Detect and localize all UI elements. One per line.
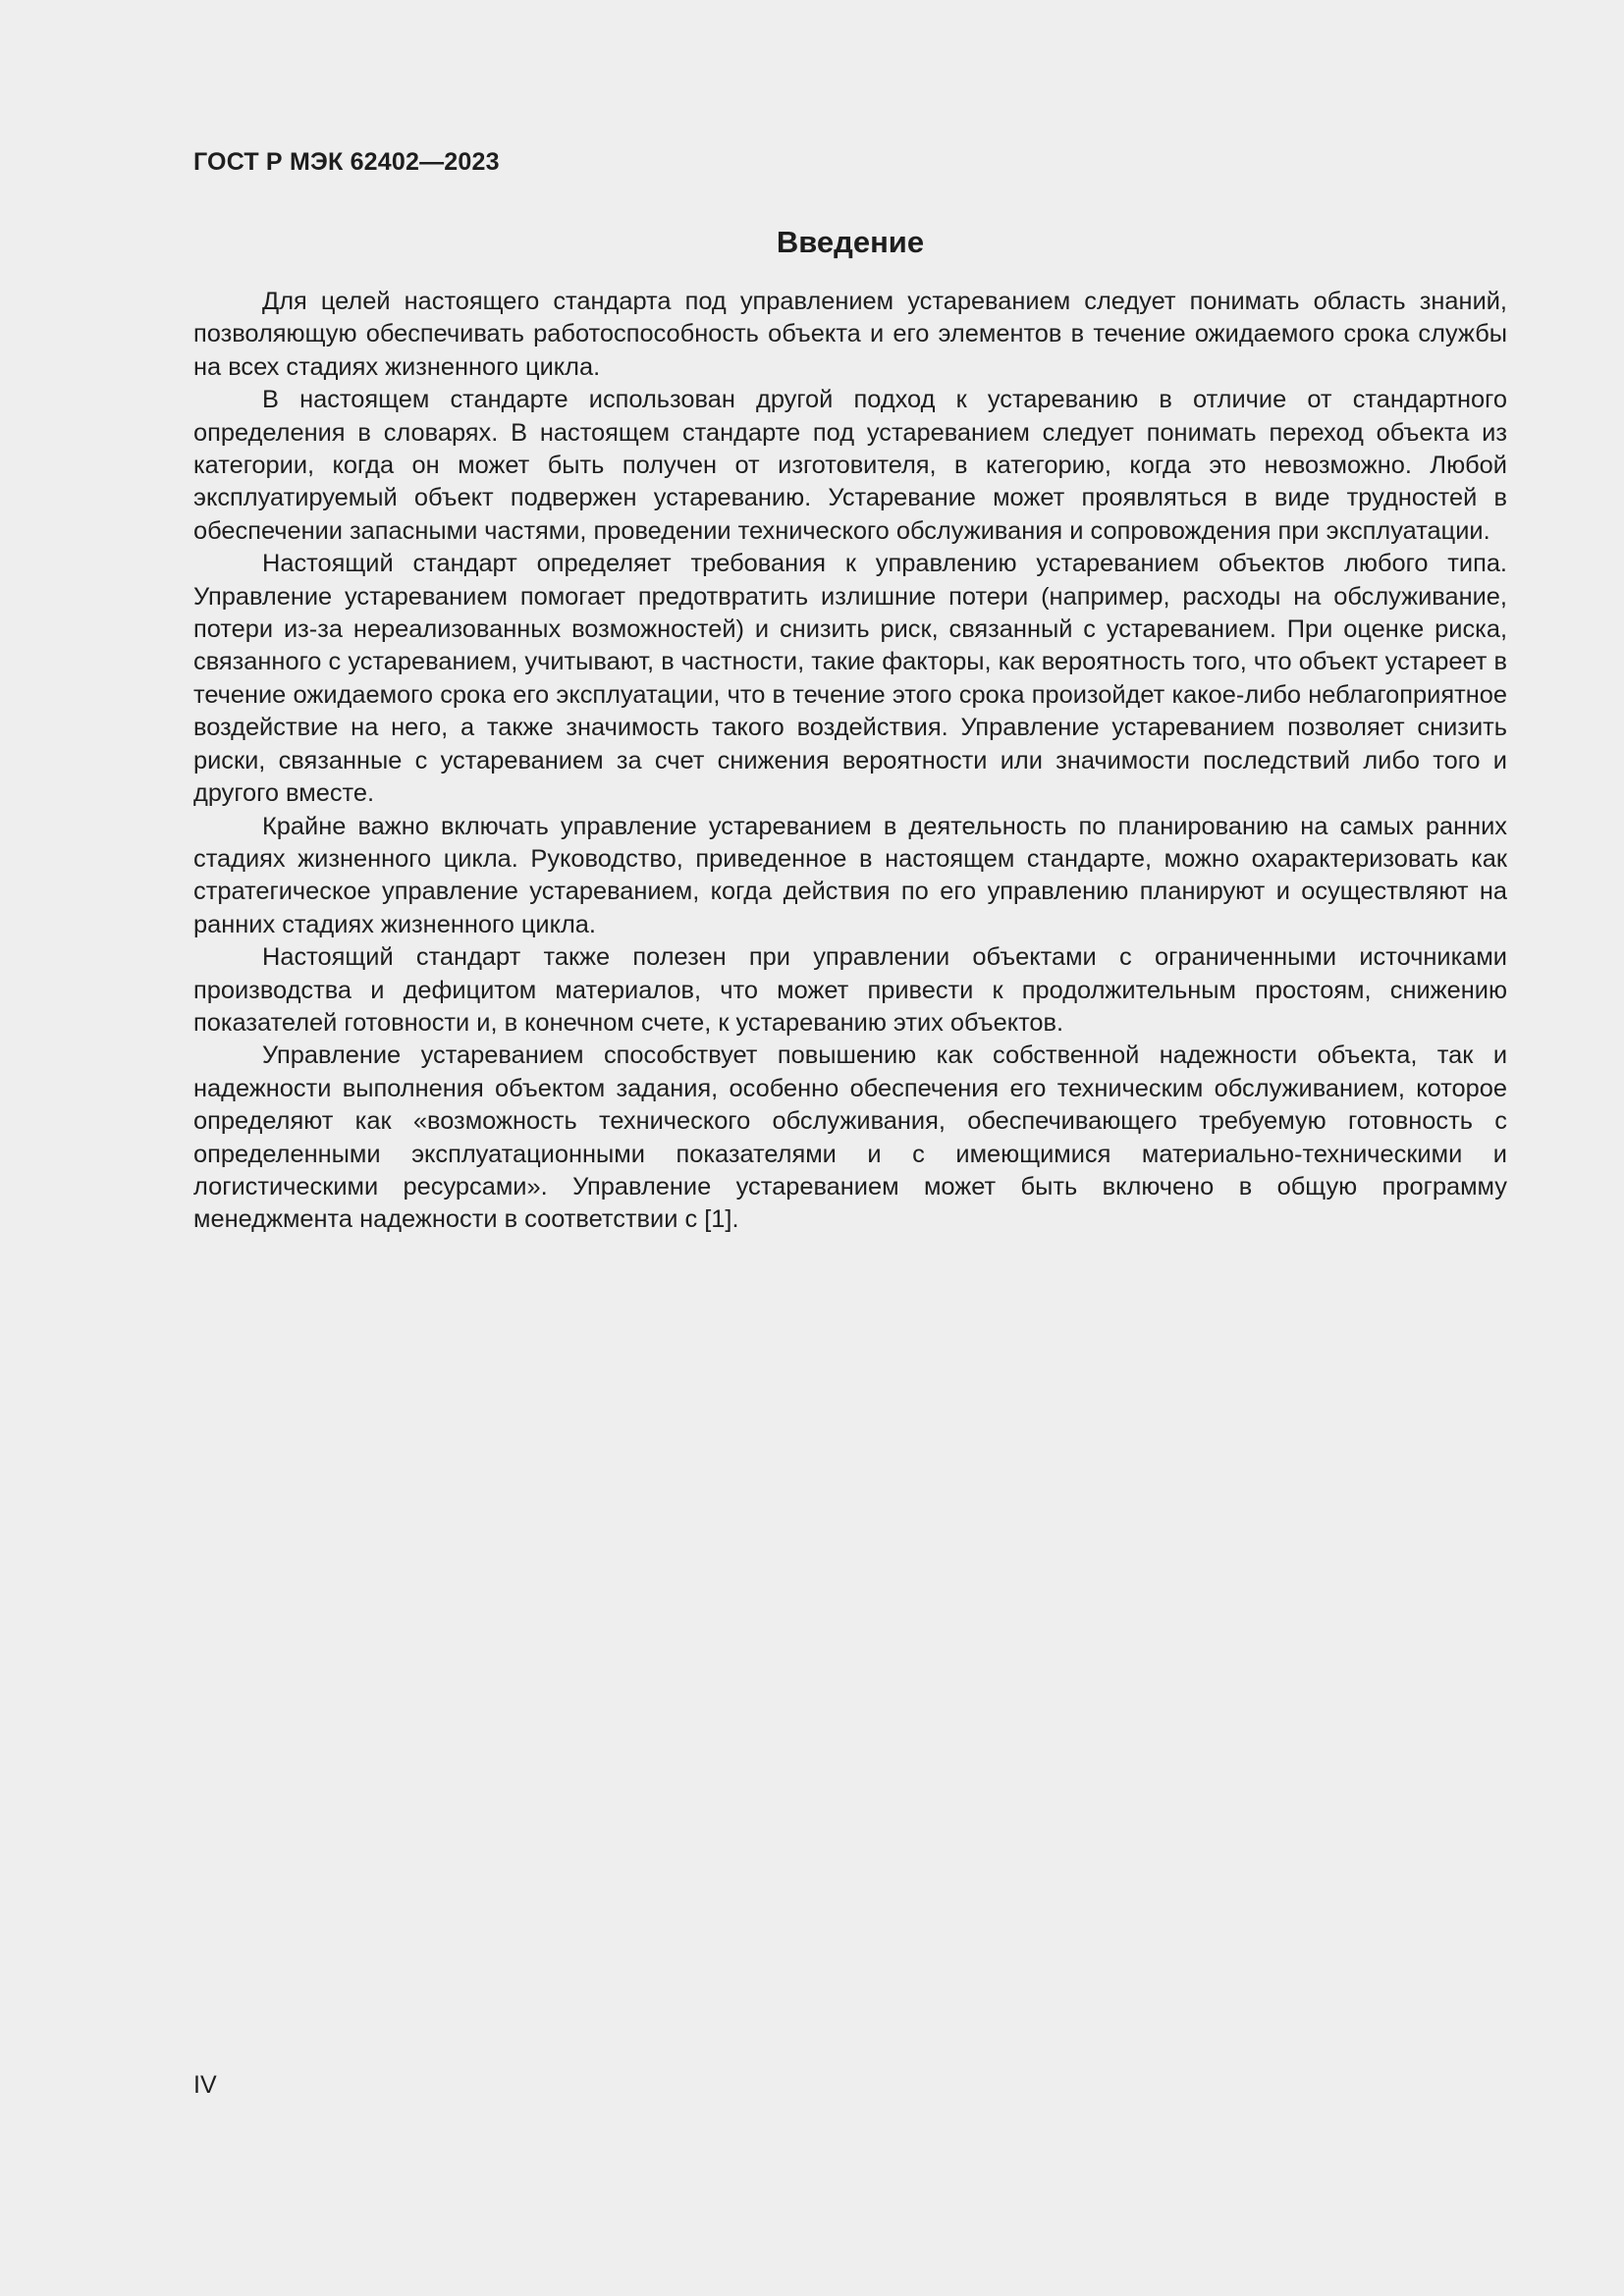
- section-title: Введение: [776, 225, 925, 259]
- paragraph: Настоящий стандарт определяет требования к управлению устареванием объектов любого типа. Управление устареванием помогает предотвратить излишние потери (например, расходы на обслуживание, потери из-за нереализованных возможностей) и снизить риск, связанный с устареванием. При оценке риска, связанного с устареванием, учитывают, в частности, такие факторы, как вероятность того, что объект устареет в течение ожидаемого срока его эксплуатации, что в течение этого срока произойдет какое-либо неблагоприятное воздействие на него, а также значимость такого воздействия. Управление устареванием позволяет снизить риски, связанные с устареванием за счет снижения вероятности или значимости последствий либо того и другого вместе.: [193, 550, 1507, 808]
- paragraph: Настоящий стандарт также полезен при управлении объектами с ограниченными источниками производства и дефицитом материалов, что может привести к продолжительным простоям, снижению показателей готовности и, в конечном счете, к устареванию этих объектов.: [193, 943, 1507, 1037]
- paragraph: Крайне важно включать управление устареванием в деятельность по планированию на самых ранних стадиях жизненного цикла. Руководство, приведенное в настоящем стандарте, можно охарактеризовать как стратегическое управление устареванием, когда действия по его управлению планируют и осуществляют на ранних стадиях жизненного цикла.: [193, 812, 1507, 938]
- document-code: ГОСТ Р МЭК 62402—2023: [193, 148, 500, 176]
- paragraph: Для целей настоящего стандарта под управлением устареванием следует понимать область знаний, позволяющую обеспечивать работоспособность объекта и его элементов в течение ожидаемого срока службы на всех стадиях жизненного цикла.: [193, 288, 1507, 381]
- section-body: [193, 286, 1507, 1237]
- page-number: IV: [193, 2071, 217, 2099]
- paragraph: Управление устареванием способствует повышению как собственной надежности объекта, так и надежности выполнения объектом задания, особенно обеспечения его техническим обслуживанием, которое определяют как «возможность технического обслуживания, обеспечивающего требуемую готовность с определенными эксплуатационными показателями и с имеющимися материально-техническими и логистическими ресурсами». Управление устареванием может быть включено в общую программу менеджмента надежности в соответствии с [1].: [193, 1041, 1507, 1234]
- paragraph: В настоящем стандарте использован другой подход к устареванию в отличие от стандартного определения в словарях. В настоящем стандарте под устареванием следует понимать переход объекта из категории, когда он может быть получен от изготовителя, в категорию, когда это невозможно. Любой эксплуатируемый объект подвержен устареванию. Устаревание может проявляться в виде трудностей в обеспечении запасными частями, проведении технического обслуживания и сопровождения при эксплуатации.: [193, 386, 1507, 545]
